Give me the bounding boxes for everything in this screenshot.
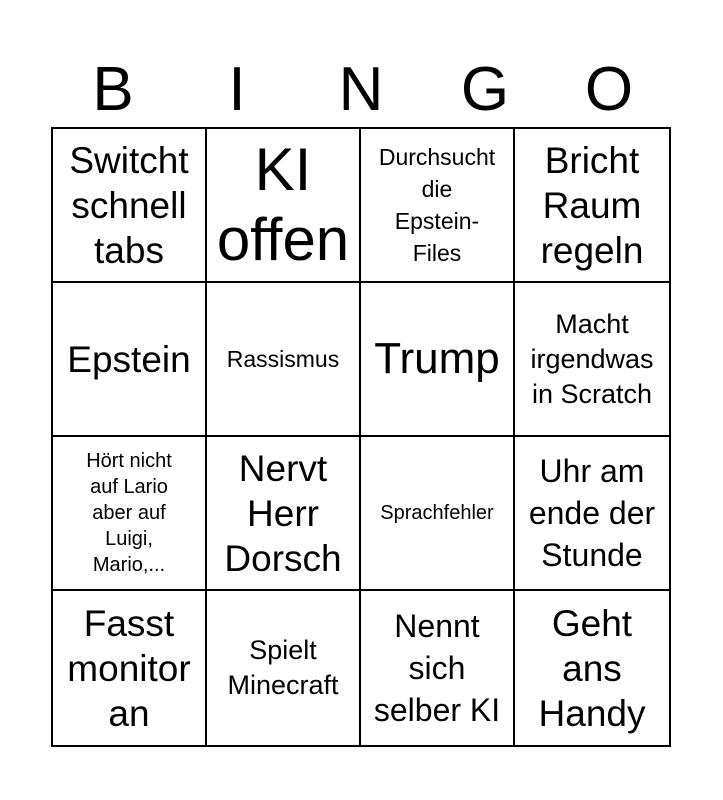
bingo-cell[interactable]: [361, 437, 515, 591]
bingo-cell[interactable]: [207, 283, 361, 437]
header-letter-g: G: [460, 55, 510, 124]
cell-text: Switcht schnell tabs: [69, 139, 189, 271]
bingo-cell[interactable]: [53, 283, 207, 437]
bingo-cell[interactable]: [53, 129, 207, 283]
header-letter-n: N: [338, 55, 384, 124]
cell-text: KI offen: [216, 136, 350, 273]
bingo-cell[interactable]: [361, 129, 515, 283]
cell-text: Spielt Minecraft: [227, 635, 339, 700]
header-letter-i: I: [228, 55, 246, 124]
cell-text: Macht irgendwas in Scratch: [530, 308, 654, 409]
cell-text: Bricht Raum regeln: [540, 139, 644, 271]
bingo-cell[interactable]: [515, 437, 669, 591]
bingo-cell[interactable]: [515, 283, 669, 437]
bingo-cell[interactable]: [207, 129, 361, 283]
cell-text: Epstein: [67, 338, 191, 380]
bingo-cell[interactable]: [53, 437, 207, 591]
bingo-cell[interactable]: [515, 129, 669, 283]
bingo-cell[interactable]: [515, 591, 669, 745]
cell-text: Nervt Herr Dorsch: [224, 447, 342, 579]
cell-text: Geht ans Handy: [538, 602, 646, 734]
bingo-header: [51, 55, 671, 125]
bingo-board: [51, 127, 671, 747]
cell-text: Hört nicht auf Lario aber auf Luigi, Mario,...: [86, 450, 172, 576]
bingo-cell[interactable]: [361, 283, 515, 437]
cell-text: Durchsucht die Epstein- Files: [378, 144, 496, 266]
bingo-cell[interactable]: [207, 437, 361, 591]
cell-text: Uhr am ende der Stunde: [528, 453, 656, 573]
bingo-cell[interactable]: [207, 591, 361, 745]
header-letter-o: O: [584, 55, 634, 124]
cell-text: Nennt sich selber KI: [373, 608, 501, 728]
cell-text: Fasst monitor an: [67, 602, 191, 734]
bingo-cell[interactable]: [53, 591, 207, 745]
header-letter-b: B: [92, 55, 134, 124]
cell-text: Trump: [374, 334, 500, 383]
cell-text: Sprachfehler: [380, 502, 494, 524]
cell-text: Rassismus: [226, 346, 340, 372]
bingo-cell[interactable]: [361, 591, 515, 745]
